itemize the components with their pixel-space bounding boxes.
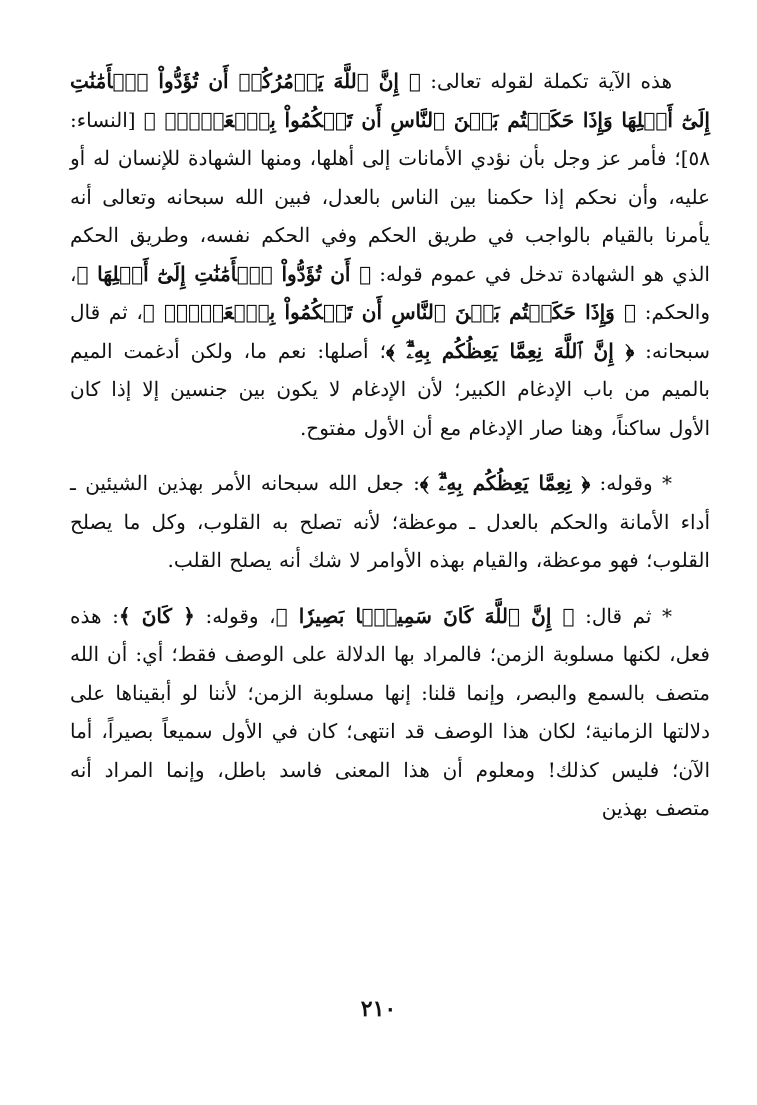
text-run: ، وقوله: <box>194 603 276 628</box>
paragraph-2 <box>70 464 710 580</box>
text-run: * وقوله: <box>590 471 672 495</box>
text-run: : هذه فعل، لكنها مسلوبة الزمن؛ فالمراد بها الدلالة على الوصف فقط؛ أي: أن الله متصف بالسمع والبصر، وإنما قلنا: إنها مسلوبة الزمن؛ لأننا لو أبقيناها على دلالتها الزمانية؛ لكان هذا الوصف قد انتهى؛ كان في الأول سميعاً بصيراً، أما الآن؛ فليس كذلك! ومعلوم أن هذا المعنى فاسد باطل، وإنما المراد أنه متصف بهذين <box>70 603 710 820</box>
text-run: هذه الآية تكملة لقوله تعالى: <box>420 69 672 93</box>
quran-verse: ﴿ نِعِمَّا يَعِظُكُم بِهِۦٓۗ ﴾ <box>419 471 591 495</box>
quran-verse: ﴿ إِنَّ ٱللَّهَ يَأۡمُرُكُمۡ أَن تُؤَدُّواْ ٱلۡأَمَٰنَٰتِ إِلَىٰٓ أَهۡلِهَا وَإِذَا حَكَمۡتُم بَيۡنَ ٱلنَّاسِ أَن تَحۡكُمُواْ بِٱلۡعَدۡلِۚ ﴾ <box>70 69 710 132</box>
text-run: : جعل الله سبحانه الأمر بهذين الشيئين ـ أداء الأمانة والحكم بالعدل ـ موعظة؛ لأنه تصلح به القلوب، وكل ما يصلح القلوب؛ فهو موعظة، والقيام بهذه الأوامر لا شك أنه يصلح القلب. <box>70 471 710 572</box>
quran-verse: ﴿ وَإِذَا حَكَمۡتُم بَيۡنَ ٱلنَّاسِ أَن تَحۡكُمُواْ بِٱلۡعَدۡلِۚ ﴾ <box>142 300 637 324</box>
quran-verse: ﴿ إِنَّ ٱللَّهَ نِعِمَّا يَعِظُكُم بِهِۦٓۗ ﴾ <box>385 338 635 363</box>
page-number: ٢١٠ <box>360 996 397 1022</box>
text-run: * ثم قال: <box>574 603 673 628</box>
paragraph-1 <box>70 62 710 447</box>
text-run: ، ثم قال سبحانه: <box>70 300 711 363</box>
page-body <box>70 62 710 845</box>
paragraph-3 <box>70 597 710 828</box>
quran-verse: ﴿ أَن تُؤَدُّواْ ٱلۡأَمَٰنَٰتِ إِلَىٰٓ أَهۡلِهَا ﴾ <box>76 261 372 286</box>
text-run: [النساء: ٥٨]؛ فأمر عز وجل بأن نؤدي الأمانات إلى أهلها، ومنها الشهادة للإنسان له أو عليه، وأن نحكم إذا حكمنا بين الناس بالعدل، فبين الله سبحانه وتعالى أنه يأمرنا بالقيام بالواجب في طريق الحكم وفي الحكم نفسه، وطريق الحكم الذي هو الشهادة تدخل في عموم قوله: <box>70 107 710 286</box>
text-run: ؛ أصلها: نعم ما، ولكن أدغمت الميم بالميم من باب الإدغام الكبير؛ لأن الإدغام لا يكون بين جنسين إلا إذا كان الأول ساكناً، وهنا صار الإدغام مع أن الأول مفتوح. <box>70 338 710 440</box>
quran-verse: ﴿ كَانَ ﴾ <box>118 603 195 628</box>
quran-verse: ﴿ إِنَّ ٱللَّهَ كَانَ سَمِيعَۢا بَصِيرٗا ﴾ <box>275 603 575 628</box>
text-run: ، والحكم: <box>70 261 711 324</box>
